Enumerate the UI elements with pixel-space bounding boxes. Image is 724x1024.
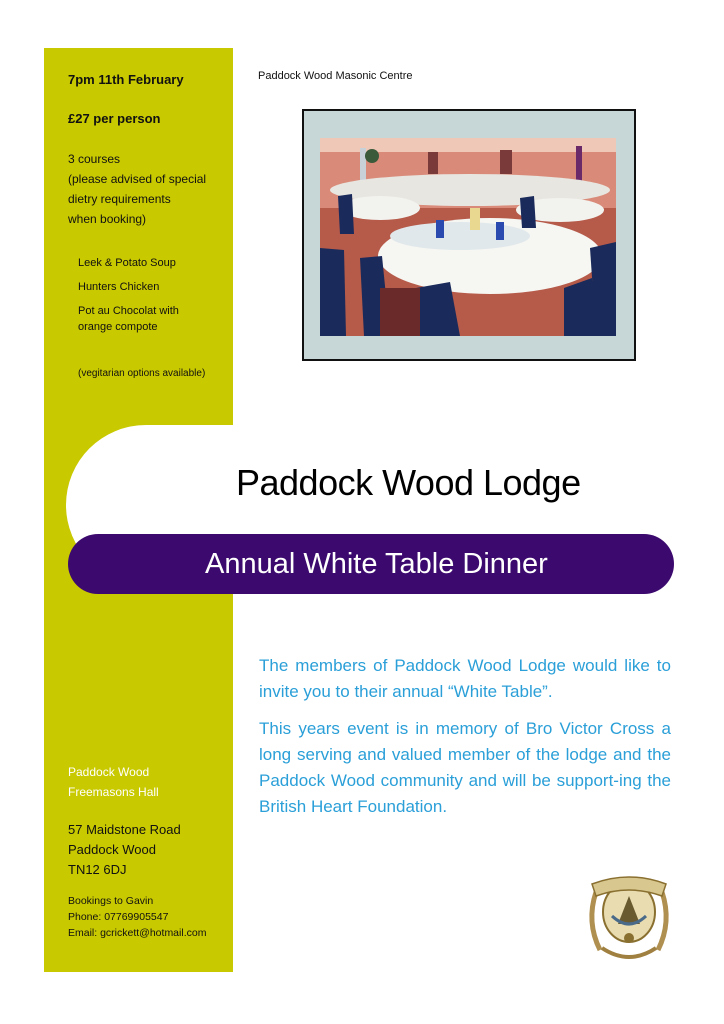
email-address[interactable]: Email: gcrickett@hotmail.com [68,927,207,939]
page-title: Paddock Wood Lodge [236,462,581,503]
address-line-2: Paddock Wood [68,842,156,857]
address-postcode: TN12 6DJ [68,862,127,877]
menu-item-dessert-cont: orange compote [78,321,158,333]
event-datetime: 7pm 11th February [68,72,184,87]
invitation-paragraph: The members of Paddock Wood Lodge would like to invite you to their annual “White Table”. [259,656,671,701]
event-price: £27 per person [68,111,161,126]
event-banner-text: Annual White Table Dinner [205,548,548,580]
venue-name: Paddock Wood Masonic Centre [258,70,413,82]
hall-name-line-1: Paddock Wood [68,765,150,779]
bookings-contact: Bookings to Gavin [68,895,154,907]
hall-name-line-2: Freemasons Hall [68,785,159,799]
courses-line-2: (please advised of special [68,172,207,186]
courses-line-3: dietry requirements [68,192,171,206]
menu-item-main: Hunters Chicken [78,281,160,293]
event-banner [68,534,674,594]
menu-item-dessert: Pot au Chocolat with [78,305,179,317]
phone-number: Phone: 07769905547 [68,911,169,923]
lodge-emblem-icon [582,862,676,970]
memorial-paragraph: This years event is in memory of Bro Victor Cross a long serving and valued member of the lodge and the Paddock Wood community and will be support-ing the British Heart Foundation. [259,719,671,816]
courses-line-1: 3 courses [68,152,121,166]
address-line-1: 57 Maidstone Road [68,822,181,837]
courses-line-4: when booking) [68,212,147,226]
photo-frame [302,109,636,361]
dining-hall-photo [320,138,616,336]
vegetarian-note: (vegitarian options available) [78,368,206,379]
menu-item-starter: Leek & Potato Soup [78,257,176,269]
